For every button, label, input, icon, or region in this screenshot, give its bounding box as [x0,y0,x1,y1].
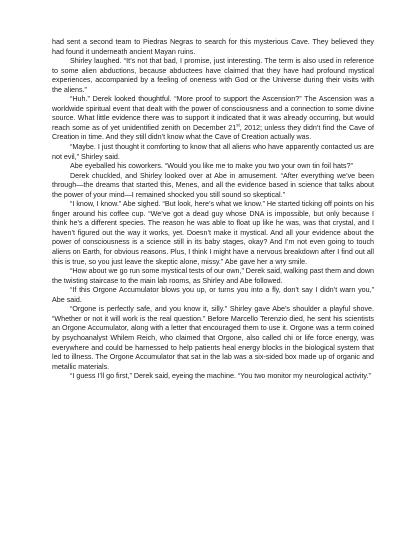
paragraph-1: had sent a second team to Piedras Negras to search for this mysterious Cave. They believed they had found it underneath ancient Mayan ruins. [52,38,374,56]
paragraph-6: Derek chuckled, and Shirley looked over at Abe in amusement. “After everything we’ve been through—the dreams that started this, Menes, and all the evidence based in science that talks about the power of your mind—I remained shocked you still sound so skeptical.” [52,171,374,199]
document-page [52,38,374,382]
paragraph-11: “I guess I’ll go first,” Derek said, eyeing the machine. “You two monitor my neurological activity.” [70,372,371,381]
paragraph-10: “Orgone is perfectly safe, and you know it, silly.” Shirley gave Abe’s shoulder a playful shove. “Whether or not it will work is the real question.” Before Marcello Terenzio died, he sent his scientists an Orgone Accumulator, along with a letter that encouraged them to use it. Orgone was a term coined by psychoanalyst Whilem Reich, who claimed that Orgone, also called chi or life force energy, was everywhere and could be harnessed to help patients heal energy blocks in the biological system that led to illness. The Orgone Accumulator that sat in the lab was a six-sided box made up of organic and metallic materials. [52,305,374,371]
paragraph-5: Abe eyeballed his coworkers. “Would you like me to make you two your own tin foil hats?” [70,162,353,171]
paragraph-4: “Maybe. I just thought it comforting to know that all aliens who have apparently contacted us are not evil,” Shirley said. [52,143,374,161]
paragraph-3-part-1: “Huh.” Derek looked thoughtful. “More proof to support the Ascension?” The Ascension was a worldwide spiritual event that dealt with the power of consciousness and a connection to some divine source. What little evidence there was to support it indicated that it was already occurring, but would reach some as of yet unidentified zenith on December 21 [52,95,374,132]
ordinal-suffix: st [236,122,240,128]
paragraph-2: Shirley laughed. “It’s not that bad, I promise, just interesting. The term is also used in reference to some alien abductions, because abductees have claimed that they have had profound mystical experiences, accompanied by a feeling of oneness with God or the Universe during their visits with the aliens.” [52,57,374,94]
paragraph-3-part-2: , 2012; unless they didn’t find the Cave of Creation in time. And they still didn’t know what the Cave of Creation actually was. [52,123,374,142]
paragraph-8: “How about we go run some mystical tests of our own,” Derek said, walking past them and down the twisting staircase to the main lab rooms, as Shirley and Abe followed. [52,267,375,285]
paragraph-7: “I know, I know.” Abe sighed. “But look, here’s what we know.” He started ticking off points on his finger around his coffee cup. “We’ve got a dead guy whose DNA is impossible, but only because I think he’s a different species. The reason he was able to float up like he was, was that crystal, and I haven’t figured out the way it works, yet. Doesn’t make it mystical. And all your evidence about the power of consciousness is a science still in its baby stages, okay? And I’m not even going to touch aliens on Earth, for obvious reasons. Plus, I think I might have a nervous breakdown after I find out all this is true, so you just leave the skeptic alone, missy.” Abe gave her a wry smile. [52,200,374,266]
paragraph-9: “If this Orgone Accumulator blows you up, or turns you into a fly, don’t say I didn’t warn you,” Abe said. [52,286,374,304]
paragraph-3 [52,95,374,143]
